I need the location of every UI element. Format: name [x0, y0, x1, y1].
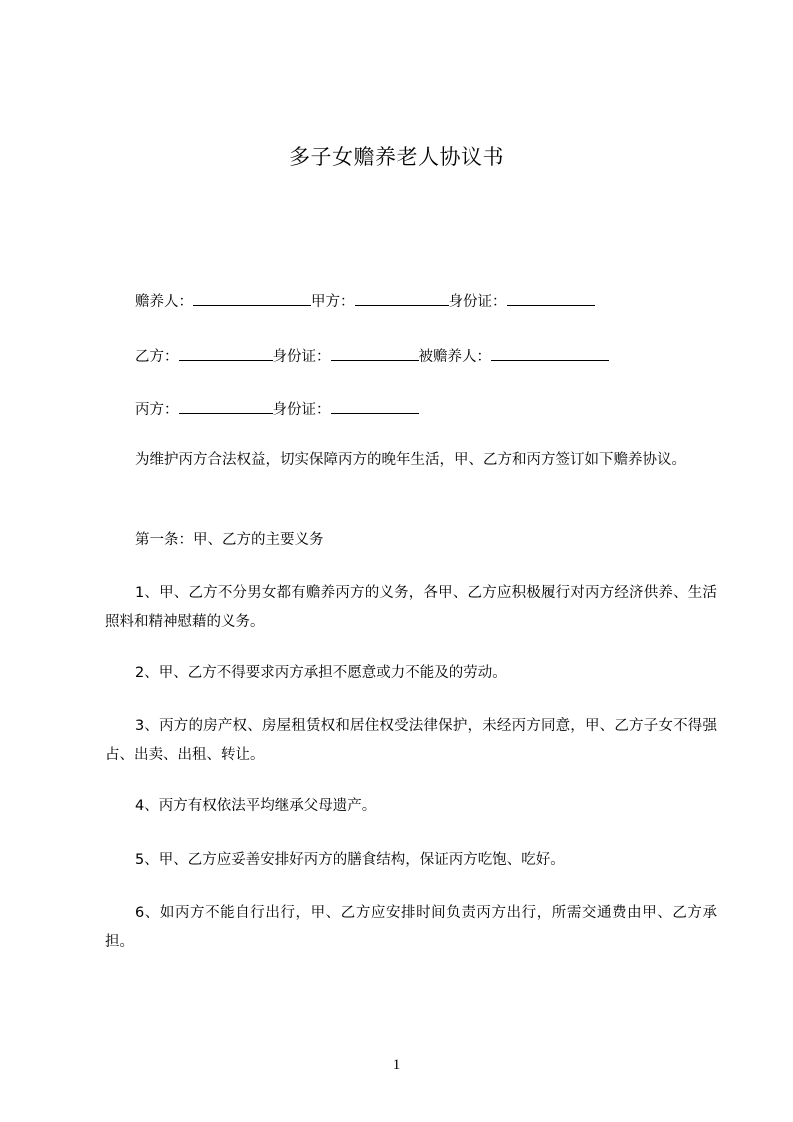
- party-c-blank[interactable]: [179, 399, 273, 414]
- party-a-id-label: 身份证：: [448, 294, 507, 310]
- party-c-id-blank[interactable]: [331, 399, 419, 414]
- party-a-blank[interactable]: [355, 291, 449, 306]
- supporter-label: 赡养人：: [135, 294, 193, 310]
- clause-5: 5、甲、乙方应妥善安排好丙方的膳食结构，保证丙方吃饱、吃好。: [135, 852, 565, 868]
- party-b-id-label: 身份证：: [272, 349, 331, 365]
- page-number: 1: [392, 1057, 401, 1073]
- supporter-blank[interactable]: [193, 291, 311, 306]
- party-b-blank[interactable]: [179, 346, 273, 361]
- clause-4: 4、丙方有权依法平均继承父母遗产。: [135, 798, 377, 814]
- intro-paragraph: 为维护丙方合法权益，切实保障丙方的晚年生活，甲、乙方和丙方签订如下赡养协议。: [135, 452, 686, 468]
- party-line-2: [135, 346, 609, 367]
- party-line-3: [135, 399, 419, 420]
- party-c-label: 丙方：: [135, 402, 179, 418]
- clause-3: 3、丙方的房产权、房屋租赁权和居住权受法律保护，未经丙方同意，甲、乙方子女不得强占、出卖、出租、转让。: [105, 718, 717, 763]
- party-c-id-label: 身份证：: [272, 402, 331, 418]
- supported-blank[interactable]: [491, 346, 609, 361]
- supported-label: 被赡养人：: [418, 349, 491, 365]
- party-b-id-blank[interactable]: [331, 346, 419, 361]
- party-line-1: [135, 291, 595, 312]
- party-b-label: 乙方：: [135, 349, 179, 365]
- party-a-label: 甲方：: [311, 294, 355, 310]
- party-a-id-blank[interactable]: [507, 291, 595, 306]
- clause-6: 6、如丙方不能自行出行，甲、乙方应安排时间负责丙方出行，所需交通费由甲、乙方承担。: [105, 905, 717, 950]
- clause-2: 2、甲、乙方不得要求丙方承担不愿意或力不能及的劳动。: [135, 665, 507, 681]
- clause-1: 1、甲、乙方不分男女都有赡养丙方的义务，各甲、乙方应积极履行对丙方经济供养、生活照料和精神慰藉的义务。: [105, 585, 717, 630]
- page-title: 多子女赡养老人协议书: [289, 145, 504, 169]
- article-1-heading: 第一条：甲、乙方的主要义务: [135, 532, 324, 548]
